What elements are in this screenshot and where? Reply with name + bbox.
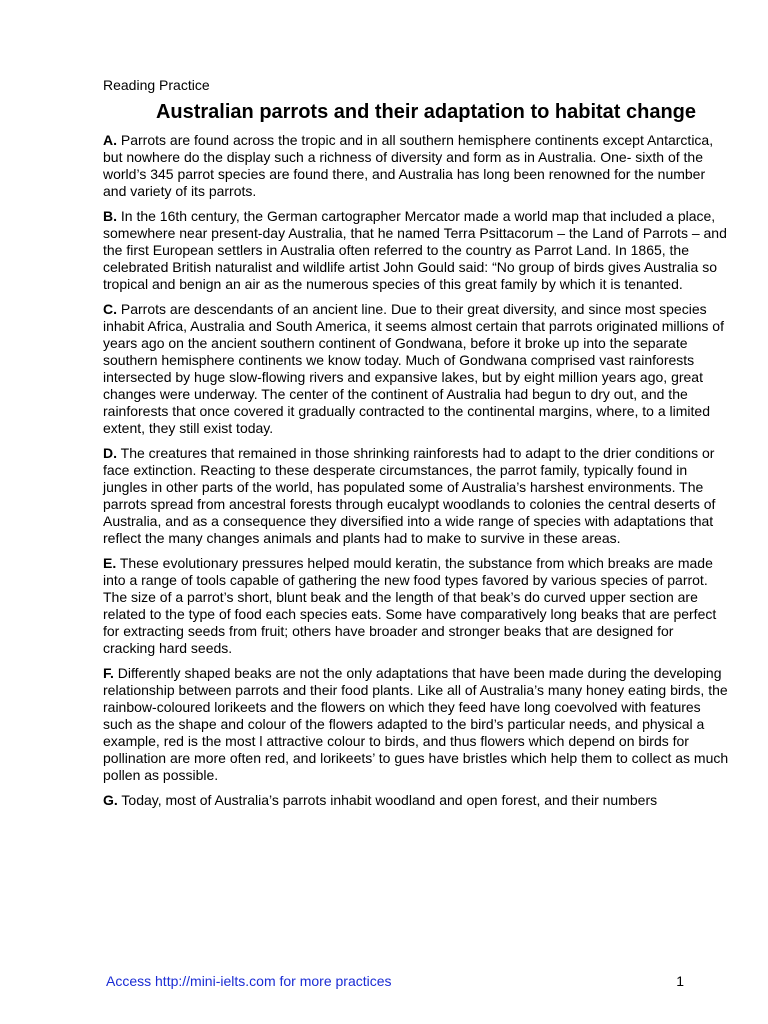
paragraph-letter: G. bbox=[103, 792, 118, 808]
paragraph-letter: C. bbox=[103, 301, 117, 317]
paragraph-f bbox=[103, 665, 729, 784]
paragraph-a bbox=[103, 132, 729, 200]
paragraph-letter: E. bbox=[103, 555, 117, 571]
paragraph-e bbox=[103, 555, 729, 657]
page-number: 1 bbox=[676, 973, 684, 989]
document-page bbox=[103, 76, 729, 817]
paragraph-text: Parrots are found across the tropic and in all southern hemisphere continents except Antarctica, but nowhere do the display such a richness of diversity and form as in Australia. One- sixth of the world’s 345 parrot species are found there, and Australia has long been renowned for the number and variety of its parrots. bbox=[103, 132, 714, 199]
header-label: Reading Practice bbox=[103, 77, 210, 93]
paragraph-letter: A. bbox=[103, 132, 117, 148]
paragraph-d bbox=[103, 445, 729, 547]
paragraph-text: Parrots are descendants of an ancient line. Due to their great diversity, and since most species inhabit Africa, Australia and South America, it seems almost certain that parrots originated millions of years ago on the ancient southern continent of Gondwana, before it broke up into the separate southern hemisphere continents we know today. Much of Gondwana comprised vast rainforests intersected by huge slow-flowing rivers and expansive lakes, but by eight million years ago, great changes were underway. The center of the continent of Australia had begun to dry out, and the rainforests that once covered it gradually contracted to the continental margins, where, to a limited extent, they still exist today. bbox=[103, 301, 724, 436]
paragraph-c bbox=[103, 301, 729, 437]
paragraph-text: These evolutionary pressures helped mould keratin, the substance from which breaks are made into a range of tools capable of gathering the new food types favored by various species of parrot. The size of a parrot’s short, blunt beak and the length of that beak’s do curved upper section are related to the type of food each species eats. Some have comparatively long beaks that are perfect for extracting seeds from fruit; others have broader and stronger beaks that are designed for cracking hard seeds. bbox=[103, 555, 717, 656]
page-title: Australian parrots and their adaptation to habitat change bbox=[155, 101, 697, 123]
page-footer bbox=[106, 972, 684, 990]
paragraph-letter: D. bbox=[103, 445, 117, 461]
paragraph-text: Differently shaped beaks are not the only adaptations that have been made during the developing relationship between parrots and their food plants. Like all of Australia’s many honey eating birds, the rainbow-coloured lorikeets and the flowers on which they feed have long coevolved with features such as the shape and colour of the flowers adapted to the bird’s particular needs, and physical a example, red is the most l attractive colour to birds, and thus flowers which depend on birds for pollination are more often red, and lorikeets’ to gues have bristles which help them to collect as much pollen as possible. bbox=[103, 665, 729, 783]
paragraph-b bbox=[103, 208, 729, 293]
paragraph-g bbox=[103, 792, 729, 809]
paragraph-letter: F. bbox=[103, 665, 114, 681]
paragraph-text: The creatures that remained in those shrinking rainforests had to adapt to the drier conditions or face extinction. Reacting to these desperate circumstances, the parrot family, typically found in jungles in other parts of the world, has populated some of Australia’s harshest environments. The parrots spread from ancestral forests through eucalypt woodlands to colonies the central deserts of Australia, and as a consequence they diversified into a wide range of species with adaptations that reflect the many changes animals and plants had to make to survive in these areas. bbox=[103, 445, 716, 546]
paragraph-text: Today, most of Australia’s parrots inhabit woodland and open forest, and their numbers bbox=[121, 792, 658, 808]
paragraph-letter: B. bbox=[103, 208, 117, 224]
paragraph-text: In the 16th century, the German cartographer Mercator made a world map that included a place, somewhere near present-day Australia, that he named Terra Psittacorum – the Land of Parrots – and the first European settlers in Australia often referred to the country as Parrot Land. In 1865, the celebrated British naturalist and wildlife artist John Gould said: “No group of birds gives Australia so tropical and benign an air as the numerous species of this great family by which it is tenanted. bbox=[103, 208, 727, 292]
footer-link[interactable]: Access http://mini-ielts.com for more practices bbox=[106, 973, 392, 989]
